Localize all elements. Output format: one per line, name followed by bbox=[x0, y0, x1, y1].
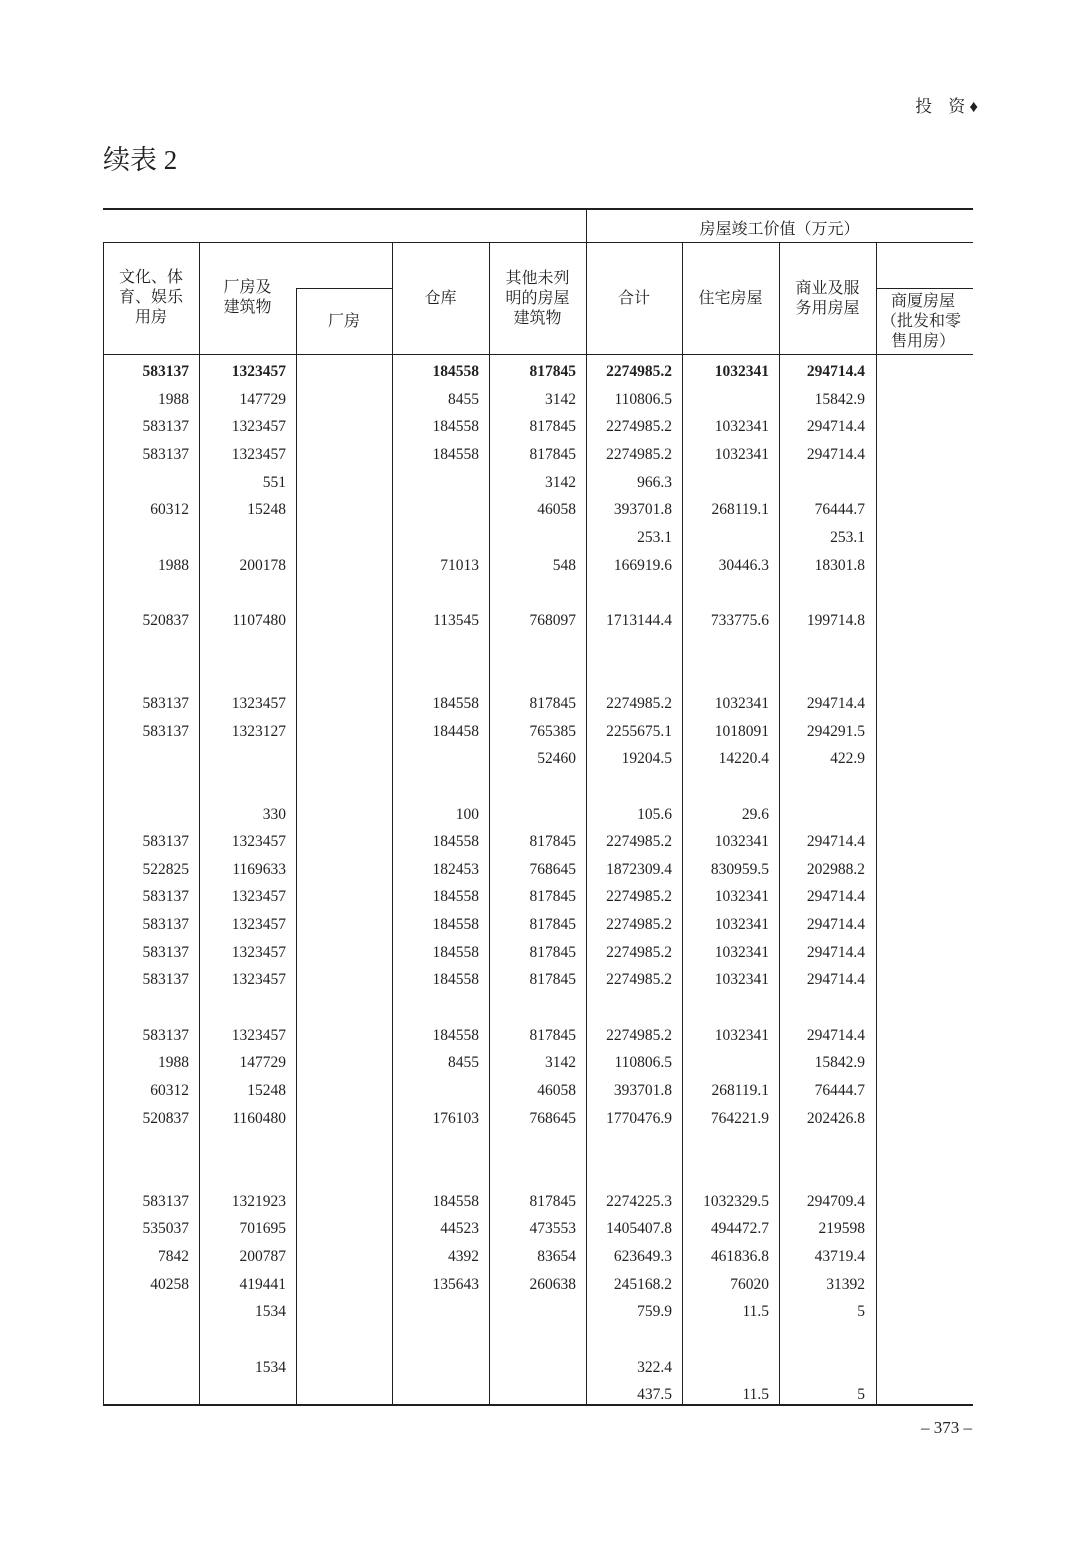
cell-mall bbox=[843, 801, 963, 829]
cell-other: 768645 bbox=[529, 860, 576, 878]
cell-warehouse: 184558 bbox=[432, 943, 479, 961]
cell-warehouse: 184558 bbox=[432, 1192, 479, 1210]
cell-residential: 76020 bbox=[730, 1275, 769, 1293]
cell-mall bbox=[843, 552, 963, 580]
cell-residential: 461836.8 bbox=[710, 1248, 769, 1265]
header-line-text: 商厦房屋 bbox=[891, 293, 956, 310]
cell-residential: 733775.6 bbox=[710, 611, 769, 629]
cell-other: 817845 bbox=[529, 445, 576, 463]
table-row bbox=[103, 1049, 973, 1077]
cell-other: 765385 bbox=[529, 722, 576, 740]
cell-commercial: 294714.4 bbox=[806, 888, 865, 906]
cell-residential: 494472.7 bbox=[710, 1220, 769, 1238]
cell-residential: 1032341 bbox=[714, 888, 769, 906]
cell-warehouse: 184558 bbox=[432, 971, 479, 989]
cell-mall bbox=[843, 1243, 963, 1271]
cell-residential: 1032329.5 bbox=[703, 1192, 769, 1210]
cell-other: 3142 bbox=[545, 390, 576, 408]
cell-mall bbox=[843, 1022, 963, 1050]
cell-total: 1405407.8 bbox=[606, 1220, 672, 1238]
cell-residential: 1032341 bbox=[714, 916, 769, 934]
header-line-text: 建筑物 bbox=[513, 310, 562, 327]
cell-mall bbox=[843, 469, 963, 497]
cell-factory-buildings: 1321923 bbox=[231, 1192, 286, 1210]
header-line-text: 文化、体 bbox=[118, 269, 183, 286]
cell-total: 322.4 bbox=[637, 1358, 672, 1376]
cell-warehouse: 184558 bbox=[432, 916, 479, 934]
header-line-text: 厂房及 bbox=[223, 279, 272, 296]
cell-other: 817845 bbox=[529, 694, 576, 712]
cell-other: 46058 bbox=[537, 1082, 576, 1100]
cell-residential: 1032341 bbox=[714, 418, 769, 436]
section-label: 投 资 bbox=[915, 97, 972, 116]
cell-warehouse: 184558 bbox=[432, 694, 479, 712]
cell-residential: 1032341 bbox=[714, 363, 769, 380]
subheader-line-factory bbox=[296, 288, 393, 289]
table-row bbox=[103, 966, 973, 994]
cell-culture: 583137 bbox=[142, 916, 189, 934]
cell-commercial: 294709.4 bbox=[806, 1192, 865, 1210]
header-line-text: 住宅房屋 bbox=[698, 290, 763, 307]
cell-warehouse: 184558 bbox=[432, 445, 479, 463]
cell-factory-buildings: 1160480 bbox=[232, 1109, 286, 1127]
cell-other: 817845 bbox=[529, 916, 576, 934]
cell-mall bbox=[843, 939, 963, 967]
cell-total: 166919.6 bbox=[613, 556, 672, 574]
cell-other: 260638 bbox=[529, 1275, 576, 1293]
header-line-text: 仓库 bbox=[424, 290, 457, 307]
cell-warehouse: 113545 bbox=[433, 611, 479, 629]
cell-commercial: 76444.7 bbox=[814, 1082, 865, 1100]
table-row bbox=[103, 524, 973, 552]
cell-culture: 1988 bbox=[158, 556, 189, 574]
header-warehouse bbox=[392, 289, 489, 309]
cell-residential: 830959.5 bbox=[710, 860, 769, 878]
cell-mall bbox=[843, 1381, 963, 1409]
header-total bbox=[586, 289, 682, 309]
header-residential bbox=[682, 289, 779, 309]
cell-factory-buildings: 1323457 bbox=[231, 1026, 286, 1044]
cell-factory-buildings: 1323457 bbox=[231, 418, 286, 436]
cell-total: 1770476.9 bbox=[606, 1109, 672, 1127]
cell-warehouse: 182453 bbox=[432, 860, 479, 878]
table-top-rule bbox=[103, 208, 973, 210]
cell-warehouse: 184558 bbox=[432, 363, 479, 380]
header-line-text: 合计 bbox=[617, 290, 650, 307]
cell-mall bbox=[843, 441, 963, 469]
cell-other: 817845 bbox=[529, 418, 576, 436]
cell-total: 2274985.2 bbox=[606, 971, 672, 989]
cell-factory-buildings: 1323457 bbox=[231, 943, 286, 961]
table-row bbox=[103, 828, 973, 856]
table-row bbox=[103, 1105, 973, 1133]
cell-factory-buildings: 1169633 bbox=[232, 860, 286, 878]
group-header: 房屋竣工价值（万元） bbox=[699, 221, 860, 238]
cell-warehouse: 184458 bbox=[432, 722, 479, 740]
cell-total: 19204.5 bbox=[621, 750, 672, 768]
cell-factory-buildings: 1323457 bbox=[231, 363, 286, 380]
cell-other: 83654 bbox=[537, 1248, 576, 1265]
page-number: – 373 – bbox=[921, 1418, 972, 1437]
cell-commercial: 294714.4 bbox=[806, 363, 865, 380]
cell-total: 1713144.4 bbox=[606, 611, 672, 629]
table-row bbox=[103, 1243, 973, 1271]
header-line-text: 育、娱乐 bbox=[118, 289, 183, 306]
cell-mall bbox=[843, 1215, 963, 1243]
cell-culture: 583137 bbox=[142, 1192, 189, 1210]
table-row bbox=[103, 607, 973, 635]
cell-commercial: 199714.8 bbox=[806, 611, 865, 629]
cell-commercial: 294714.4 bbox=[806, 418, 865, 436]
cell-other: 817845 bbox=[529, 943, 576, 961]
cell-factory-buildings: 1323127 bbox=[231, 722, 286, 740]
table-row bbox=[103, 690, 973, 718]
cell-commercial: 202426.8 bbox=[806, 1109, 865, 1127]
cell-other: 817845 bbox=[529, 1192, 576, 1210]
cell-factory-buildings: 1323457 bbox=[231, 888, 286, 906]
cell-mall bbox=[843, 496, 963, 524]
table-row bbox=[103, 1077, 973, 1105]
cell-commercial: 294714.4 bbox=[806, 943, 865, 961]
cell-total: 623649.3 bbox=[613, 1248, 672, 1265]
cell-mall bbox=[843, 828, 963, 856]
table-row bbox=[103, 1188, 973, 1216]
cell-factory-buildings: 1323457 bbox=[231, 833, 286, 851]
cell-commercial: 43719.4 bbox=[814, 1248, 865, 1265]
cell-commercial: 18301.8 bbox=[814, 556, 865, 574]
table-row bbox=[103, 1381, 973, 1409]
diamond-icon: ♦ bbox=[969, 97, 978, 116]
cell-residential: 29.6 bbox=[741, 805, 769, 823]
table-row bbox=[103, 358, 973, 386]
table-row bbox=[103, 1354, 973, 1382]
cell-culture: 60312 bbox=[150, 501, 189, 519]
cell-residential: 764221.9 bbox=[710, 1109, 769, 1127]
cell-other: 473553 bbox=[529, 1220, 576, 1238]
cell-culture: 60312 bbox=[150, 1082, 189, 1100]
cell-warehouse: 8455 bbox=[448, 390, 479, 408]
cell-factory-buildings: 701695 bbox=[239, 1220, 286, 1238]
cell-culture: 583137 bbox=[142, 1026, 189, 1044]
table-row bbox=[103, 911, 973, 939]
cell-commercial: 5 bbox=[857, 1386, 865, 1404]
cell-warehouse: 135643 bbox=[432, 1275, 479, 1293]
cell-mall bbox=[843, 1298, 963, 1326]
header-mall bbox=[881, 292, 973, 352]
cell-factory-buildings: 147729 bbox=[239, 1054, 286, 1072]
cell-factory-buildings: 1534 bbox=[255, 1303, 286, 1321]
table-row bbox=[103, 496, 973, 524]
cell-residential: 1032341 bbox=[714, 694, 769, 712]
header-line-text: 务用房屋 bbox=[795, 300, 860, 317]
cell-warehouse: 8455 bbox=[448, 1054, 479, 1072]
cell-residential: 11.5 bbox=[742, 1386, 769, 1404]
cell-total: 2274985.2 bbox=[606, 833, 672, 851]
cell-other: 768097 bbox=[529, 611, 576, 629]
cell-mall bbox=[843, 1049, 963, 1077]
table-row bbox=[103, 939, 973, 967]
cell-mall bbox=[843, 1077, 963, 1105]
cell-total: 437.5 bbox=[637, 1386, 672, 1404]
cell-culture: 583137 bbox=[142, 694, 189, 712]
cell-warehouse: 184558 bbox=[432, 1026, 479, 1044]
cell-total: 2274985.2 bbox=[606, 916, 672, 934]
cell-other: 817845 bbox=[529, 833, 576, 851]
header-line-text: 明的房屋 bbox=[505, 290, 570, 307]
header-other bbox=[489, 269, 586, 329]
cell-total: 2255675.1 bbox=[606, 722, 672, 740]
cell-total: 1872309.4 bbox=[606, 860, 672, 878]
cell-commercial: 294714.4 bbox=[806, 445, 865, 463]
cell-culture: 583137 bbox=[142, 943, 189, 961]
header-culture bbox=[103, 268, 199, 328]
cell-culture: 583137 bbox=[142, 971, 189, 989]
cell-total: 110806.5 bbox=[614, 1054, 672, 1072]
continuation-title: 续表 2 bbox=[103, 145, 178, 175]
table-row bbox=[103, 718, 973, 746]
cell-total: 759.9 bbox=[637, 1303, 672, 1321]
table-row bbox=[103, 1022, 973, 1050]
cell-mall bbox=[843, 718, 963, 746]
cell-commercial: 202988.2 bbox=[806, 860, 865, 878]
cell-culture: 1988 bbox=[158, 1054, 189, 1072]
cell-mall bbox=[843, 358, 963, 386]
cell-warehouse: 71013 bbox=[440, 556, 479, 574]
cell-factory-buildings: 1323457 bbox=[231, 694, 286, 712]
cell-culture: 583137 bbox=[142, 418, 189, 436]
cell-total: 2274985.2 bbox=[606, 943, 672, 961]
table-row bbox=[103, 469, 973, 497]
cell-other: 817845 bbox=[529, 1026, 576, 1044]
cell-commercial: 422.9 bbox=[830, 750, 865, 768]
cell-other: 3142 bbox=[545, 473, 576, 491]
cell-residential: 1018091 bbox=[714, 722, 769, 740]
cell-residential: 1032341 bbox=[714, 971, 769, 989]
header-line-text: 其他未列 bbox=[505, 270, 570, 287]
cell-total: 2274985.2 bbox=[606, 694, 672, 712]
cell-culture: 535037 bbox=[142, 1220, 189, 1238]
cell-mall bbox=[843, 1271, 963, 1299]
cell-culture: 40258 bbox=[150, 1275, 189, 1293]
cell-factory-buildings: 1107480 bbox=[232, 611, 286, 629]
cell-commercial: 15842.9 bbox=[814, 390, 865, 408]
cell-culture: 520837 bbox=[142, 1109, 189, 1127]
cell-factory-buildings: 147729 bbox=[239, 390, 286, 408]
table-row bbox=[103, 883, 973, 911]
cell-total: 245168.2 bbox=[613, 1275, 672, 1293]
table-row bbox=[103, 386, 973, 414]
cell-commercial: 294714.4 bbox=[806, 833, 865, 851]
cell-factory-buildings: 15248 bbox=[247, 501, 286, 519]
cell-factory-buildings: 1534 bbox=[255, 1358, 286, 1376]
header-line-text: （批发和零 bbox=[881, 313, 962, 330]
cell-total: 2274985.2 bbox=[606, 445, 672, 463]
cell-factory-buildings: 419441 bbox=[239, 1275, 286, 1293]
cell-total: 110806.5 bbox=[614, 390, 672, 408]
cell-warehouse: 184558 bbox=[432, 418, 479, 436]
cell-mall bbox=[843, 413, 963, 441]
cell-commercial: 294714.4 bbox=[806, 694, 865, 712]
cell-mall bbox=[843, 1188, 963, 1216]
cell-warehouse: 184558 bbox=[432, 888, 479, 906]
cell-mall bbox=[843, 856, 963, 884]
cell-commercial: 294714.4 bbox=[806, 971, 865, 989]
cell-factory-buildings: 330 bbox=[262, 805, 286, 823]
cell-total: 393701.8 bbox=[613, 1082, 672, 1100]
header-line-text: 售用房） bbox=[891, 333, 956, 350]
cell-culture: 7842 bbox=[158, 1248, 189, 1265]
cell-culture: 520837 bbox=[142, 611, 189, 629]
cell-residential: 11.5 bbox=[742, 1303, 769, 1321]
cell-mall bbox=[843, 745, 963, 773]
cell-culture: 583137 bbox=[142, 363, 189, 380]
cell-total: 2274225.3 bbox=[606, 1192, 672, 1210]
table-row bbox=[103, 413, 973, 441]
header-line bbox=[103, 242, 973, 243]
running-header bbox=[915, 92, 978, 117]
cell-warehouse: 44523 bbox=[440, 1220, 479, 1238]
table-row bbox=[103, 1271, 973, 1299]
cell-other: 817845 bbox=[529, 971, 576, 989]
header-line-text: 商业及服 bbox=[795, 280, 860, 297]
cell-factory-buildings: 1323457 bbox=[231, 971, 286, 989]
cell-factory-buildings: 1323457 bbox=[231, 916, 286, 934]
header-line-text: 厂房 bbox=[327, 313, 360, 330]
cell-residential: 1032341 bbox=[714, 943, 769, 961]
cell-mall bbox=[843, 1105, 963, 1133]
cell-culture: 583137 bbox=[142, 888, 189, 906]
cell-total: 393701.8 bbox=[613, 501, 672, 519]
cell-residential: 268119.1 bbox=[711, 501, 769, 519]
cell-total: 966.3 bbox=[637, 473, 672, 491]
cell-mall bbox=[843, 966, 963, 994]
table-row bbox=[103, 745, 973, 773]
table-row bbox=[103, 1298, 973, 1326]
cell-mall bbox=[843, 911, 963, 939]
cell-warehouse: 4392 bbox=[448, 1248, 479, 1265]
cell-residential: 1032341 bbox=[714, 1026, 769, 1044]
cell-total: 2274985.2 bbox=[606, 888, 672, 906]
table-body bbox=[103, 358, 973, 1409]
cell-factory-buildings: 15248 bbox=[247, 1082, 286, 1100]
cell-commercial: 5 bbox=[857, 1303, 865, 1321]
cell-commercial: 294714.4 bbox=[806, 1026, 865, 1044]
cell-other: 548 bbox=[552, 556, 576, 574]
cell-total: 253.1 bbox=[637, 528, 672, 546]
table-row bbox=[103, 801, 973, 829]
cell-commercial: 15842.9 bbox=[814, 1054, 865, 1072]
cell-other: 3142 bbox=[545, 1054, 576, 1072]
cell-other: 817845 bbox=[529, 888, 576, 906]
cell-culture: 583137 bbox=[142, 445, 189, 463]
cell-total: 2274985.2 bbox=[606, 418, 672, 436]
subheader-line-mall bbox=[876, 288, 973, 289]
cell-mall bbox=[843, 1354, 963, 1382]
cell-residential: 1032341 bbox=[714, 833, 769, 851]
cell-other: 52460 bbox=[537, 750, 576, 768]
cell-culture: 1988 bbox=[158, 390, 189, 408]
cell-factory-buildings: 551 bbox=[262, 473, 286, 491]
cell-commercial: 294714.4 bbox=[806, 916, 865, 934]
cell-total: 2274985.2 bbox=[606, 1026, 672, 1044]
header-factory-buildings bbox=[199, 278, 296, 318]
cell-residential: 30446.3 bbox=[718, 556, 769, 574]
cell-culture: 583137 bbox=[142, 722, 189, 740]
cell-mall bbox=[843, 690, 963, 718]
cell-mall bbox=[843, 524, 963, 552]
cell-commercial: 294291.5 bbox=[806, 722, 865, 740]
cell-commercial: 253.1 bbox=[830, 528, 865, 546]
cell-factory-buildings: 200787 bbox=[239, 1248, 286, 1265]
cell-culture: 522825 bbox=[142, 860, 189, 878]
cell-residential: 14220.4 bbox=[718, 750, 769, 768]
cell-residential: 1032341 bbox=[714, 445, 769, 463]
cell-warehouse: 176103 bbox=[432, 1109, 479, 1127]
cell-total: 105.6 bbox=[637, 805, 672, 823]
header-line-text: 用房 bbox=[134, 309, 167, 326]
cell-mall bbox=[843, 607, 963, 635]
cell-other: 817845 bbox=[529, 363, 576, 380]
cell-factory-buildings: 1323457 bbox=[231, 445, 286, 463]
cell-total: 2274985.2 bbox=[606, 363, 672, 380]
cell-mall bbox=[843, 883, 963, 911]
table-row bbox=[103, 1215, 973, 1243]
cell-residential: 268119.1 bbox=[711, 1082, 769, 1100]
cell-warehouse: 100 bbox=[455, 805, 479, 823]
table-row bbox=[103, 856, 973, 884]
cell-other: 768645 bbox=[529, 1109, 576, 1127]
cell-commercial: 219598 bbox=[818, 1220, 865, 1238]
cell-warehouse: 184558 bbox=[432, 833, 479, 851]
header-line-text: 建筑物 bbox=[223, 299, 272, 316]
header-commercial bbox=[779, 279, 876, 319]
header-bottom-rule bbox=[103, 354, 973, 355]
table-row bbox=[103, 552, 973, 580]
cell-factory-buildings: 200178 bbox=[239, 556, 286, 574]
header-factory bbox=[296, 312, 392, 332]
cell-commercial: 31392 bbox=[826, 1275, 865, 1293]
table-row bbox=[103, 441, 973, 469]
cell-commercial: 76444.7 bbox=[814, 501, 865, 519]
cell-culture: 583137 bbox=[142, 833, 189, 851]
cell-other: 46058 bbox=[537, 501, 576, 519]
cell-mall bbox=[843, 386, 963, 414]
